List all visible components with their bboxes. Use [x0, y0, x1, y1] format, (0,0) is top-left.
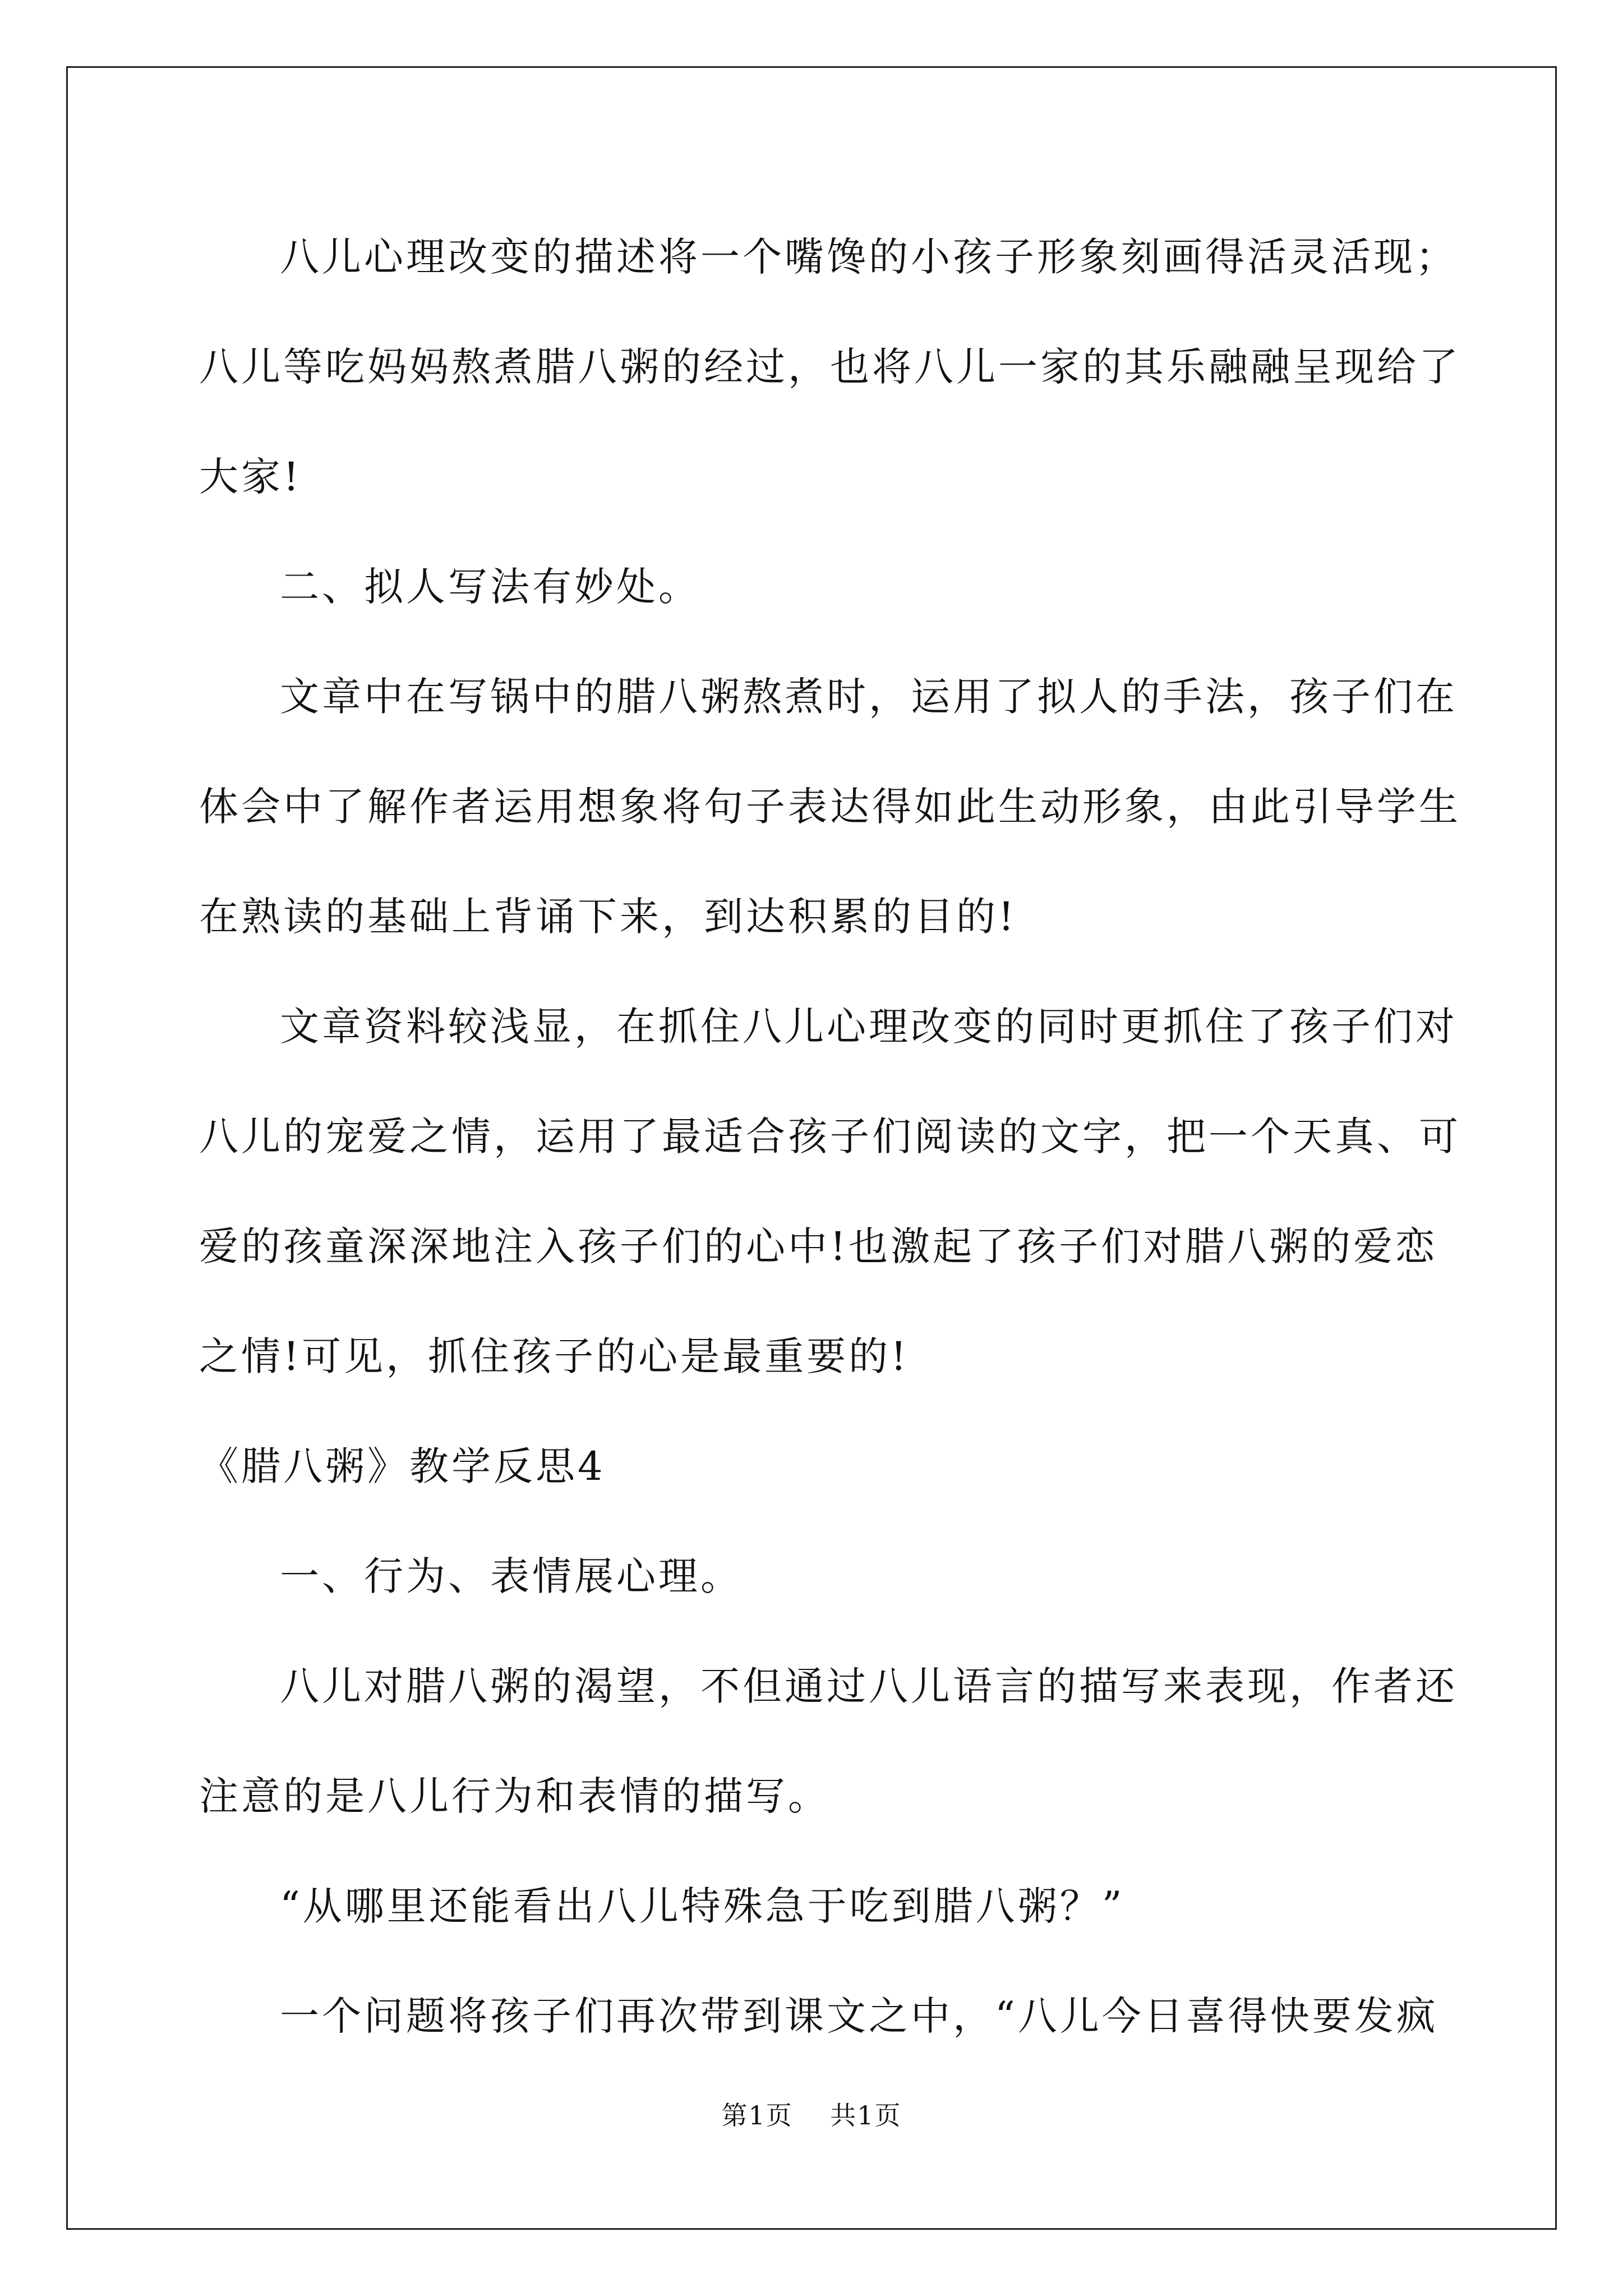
- page-footer: 第1页 共1页: [721, 2100, 902, 2131]
- text-line: 文章中在写锅中的腊八粥熬煮时，运用了拟人的手法，孩子们在: [280, 674, 1458, 720]
- text-line: 大家!: [199, 454, 302, 500]
- text-line: 文章资料较浅显，在抓住八儿心理改变的同时更抓住了孩子们对: [280, 1004, 1458, 1050]
- section-heading: 一、行为、表情展心理。: [280, 1553, 743, 1599]
- text-line: 爱的孩童深深地注入孩子们的心中!也激起了孩子们对腊八粥的爱恋: [199, 1223, 1438, 1269]
- text-line: 在熟读的基础上背诵下来，到达积累的目的!: [199, 894, 1017, 940]
- article-title: 《腊八粥》教学反思4: [199, 1443, 606, 1489]
- text-line: 八儿心理改变的描述将一个嘴馋的小孩子形象刻画得活灵活现；: [280, 234, 1458, 280]
- text-line: 体会中了解作者运用想象将句子表达得如此生动形象，由此引导学生: [199, 784, 1461, 830]
- document-body: [199, 202, 1461, 2071]
- text-line: 八儿的宠爱之情，运用了最适合孩子们阅读的文字，把一个天真、可: [199, 1114, 1461, 1159]
- text-line: 八儿等吃妈妈熬煮腊八粥的经过，也将八儿一家的其乐融融呈现给了: [199, 344, 1461, 390]
- section-heading: 二、拟人写法有妙处。: [280, 564, 700, 610]
- text-line: 一个问题将孩子们再次带到课文之中，“八儿今日喜得快要发疯: [280, 1993, 1438, 2039]
- text-line: 注意的是八儿行为和表情的描写。: [199, 1773, 830, 1819]
- text-line: 之情!可见，抓住孩子的心是最重要的!: [199, 1333, 910, 1379]
- text-line: 八儿对腊八粥的渴望，不但通过八儿语言的描写来表现，作者还: [280, 1663, 1458, 1709]
- quote-line: “从哪里还能看出八儿特殊急于吃到腊八粥？”: [280, 1883, 1125, 1929]
